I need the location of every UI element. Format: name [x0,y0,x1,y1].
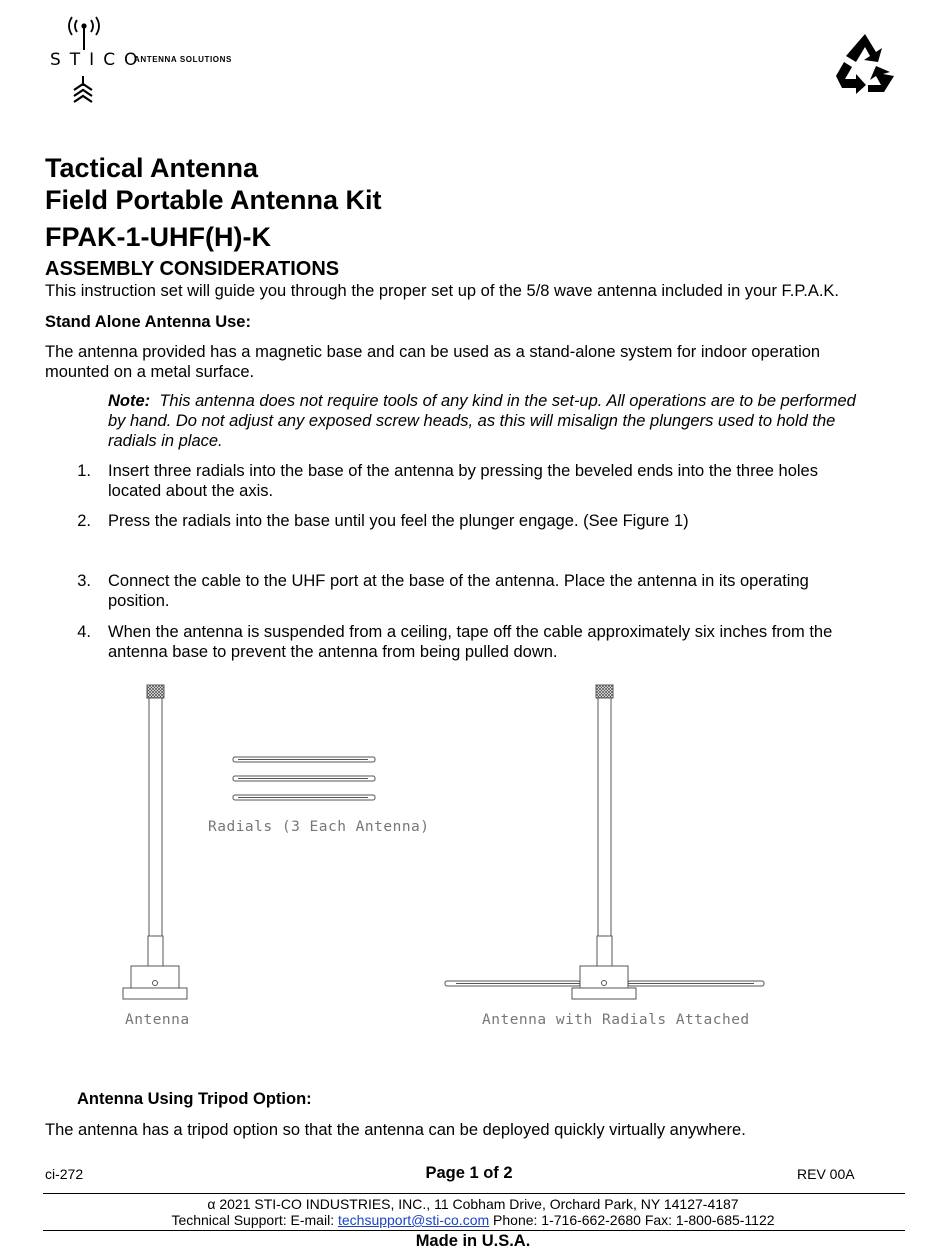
title-line-2: Field Portable Antenna Kit [45,185,382,215]
note-line2: by hand. Do not adjust any exposed screw heads, as this will misalign the plungers used to hold the [108,412,836,430]
support-suffix: Phone: 1-716-662-2680 Fax: 1-800-685-1122 [489,1212,775,1228]
intro-text: This instruction set will guide you through the proper set up of the 5/8 wave antenna included in your F.P.A.K. [45,282,840,300]
antenna-with-radials-drawing [445,685,764,999]
note-line3: radials in place. [108,432,223,450]
copyright-symbol: α [207,1196,216,1212]
step-number: 1. [77,462,91,480]
doc-id: ci-272 [45,1166,84,1182]
support-line [0,1212,946,1228]
radials-drawing [233,757,375,800]
step-text: Insert three radials into the base of the antenna by pressing the beveled ends into the three holes [108,462,818,480]
standalone-heading: Stand Alone Antenna Use: [45,313,251,331]
step-number: 3. [77,572,91,590]
attached-label: Antenna with Radials Attached [482,1012,750,1028]
page-number: Page 1 of 2 [425,1164,513,1182]
step-text: When the antenna is suspended from a ceiling, tape off the cable approximately six inches from the [108,623,833,641]
footer-divider-top [43,1193,905,1194]
step-text: position. [108,592,170,610]
step-number: 2. [77,512,91,530]
standalone-body-line2: mounted on a metal surface. [45,363,255,381]
antenna-label: Antenna [125,1012,190,1028]
note-label: Note: [108,392,151,410]
logo-tagline: ANTENNA SOLUTIONS [134,55,232,64]
tripod-heading: Antenna Using Tripod Option: [77,1090,312,1108]
radials-label: Radials (3 Each Antenna) [208,819,430,835]
support-prefix: Technical Support: E-mail: [171,1212,338,1228]
made-in-usa: Made in U.S.A. [415,1232,531,1250]
company-logo [48,14,258,109]
support-email-link[interactable]: techsupport@sti-co.com [337,1212,490,1228]
chevron-icon [72,76,94,106]
logo-wordmark: STICO [50,50,147,70]
standalone-body-line1: The antenna provided has a magnetic base and can be used as a stand-alone system for indoor operation [45,343,821,361]
signal-icon [64,16,104,50]
tripod-body: The antenna has a tripod option so that the antenna can be deployed quickly virtually anywhere. [45,1121,746,1139]
copyright-text: 2021 STI-CO INDUSTRIES, INC., 11 Cobham Drive, Orchard Park, NY 14127-4187 [219,1196,739,1212]
step-text: Press the radials into the base until you feel the plunger engage. (See Figure 1) [108,512,689,530]
step-text: Connect the cable to the UHF port at the base of the antenna. Place the antenna in its operating [108,572,809,590]
note-text-1: This antenna does not require tools of any kind in the set-up. All operations are to be performed [159,392,856,410]
section-heading: ASSEMBLY CONSIDERATIONS [45,258,340,280]
recycle-icon [832,32,898,94]
step-number: 4. [77,623,91,641]
title-line-1: Tactical Antenna [45,153,259,183]
title-line-3: FPAK-1-UHF(H)-K [45,222,271,252]
antenna-figure [0,680,950,1010]
note-line1 [108,391,856,411]
antenna-drawing [123,685,187,999]
step-text: located about the axis. [108,482,274,500]
copyright-line [0,1196,946,1212]
step-text: antenna base to prevent the antenna from being pulled down. [108,643,558,661]
revision: REV 00A [797,1166,855,1182]
